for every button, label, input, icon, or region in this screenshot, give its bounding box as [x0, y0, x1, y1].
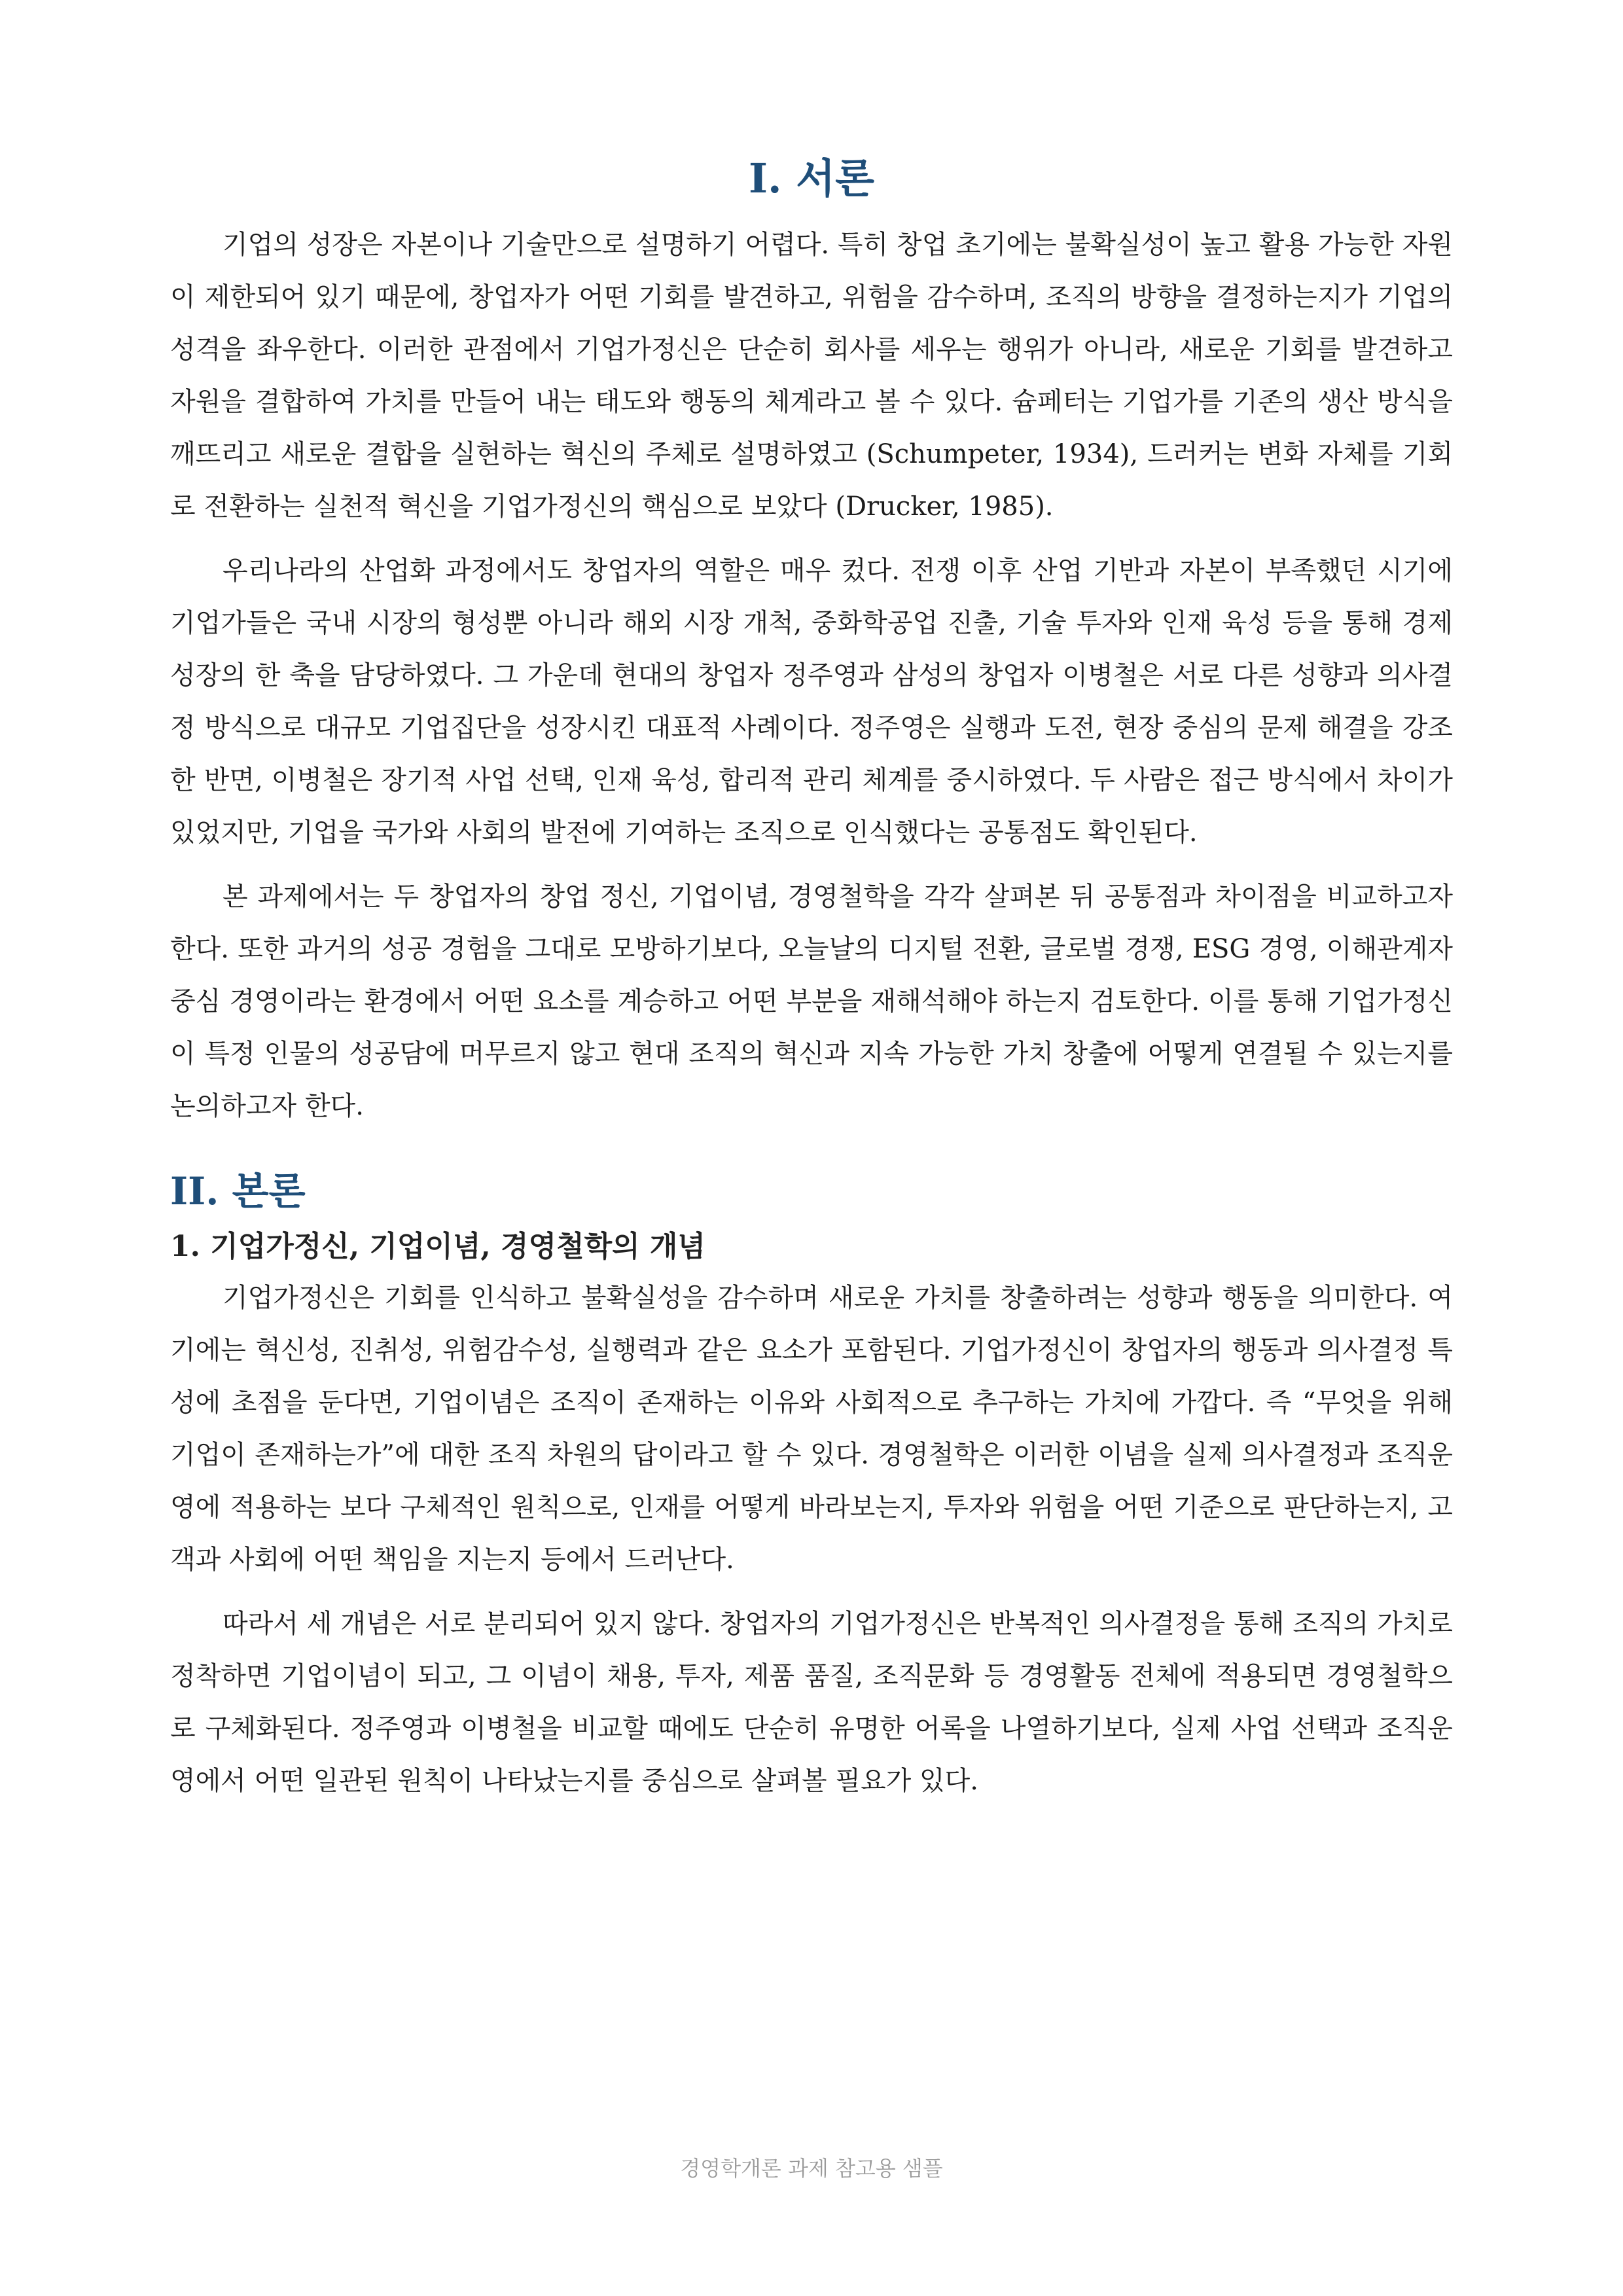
intro-paragraph-1: 기업의 성장은 자본이나 기술만으로 설명하기 어렵다. 특히 창업 초기에는 불확실성이 높고 활용 가능한 자원이 제한되어 있기 때문에, 창업자가 어떤 기회를 발견하고, 위험을 감수하며, 조직의 방향을 결정하는지가 기업의 성격을 좌우한다. 이러한 관점에서 기업가정신은 단순히 회사를 세우는 행위가 아니라, 새로운 기회를 발견하고 자원을 결합하여 가치를 만들어 내는 태도와 행동의 체계라고 볼 수 있다. 슘페터는 기업가를 기존의 생산 방식을 깨뜨리고 새로운 결합을 실현하는 혁신의 주체로 설명하였고 (Schumpeter, 1934), 드러커는 변화 자체를 기회로 전환하는 실천적 혁신을 기업가정신의 핵심으로 보았다 (Drucker, 1985).: [170, 230, 1453, 522]
body-heading: II. 본론: [170, 1169, 306, 1214]
page-footer: 경영학개론 과제 참고용 샘플: [680, 2156, 943, 2181]
intro-paragraph-2: 우리나라의 산업화 과정에서도 창업자의 역할은 매우 컸다. 전쟁 이후 산업 기반과 자본이 부족했던 시기에 기업가들은 국내 시장의 형성뿐 아니라 해외 시장 개척, 중화학공업 진출, 기술 투자와 인재 육성 등을 통해 경제 성장의 한 축을 담당하였다. 그 가운데 현대의 창업자 정주영과 삼성의 창업자 이병철은 서로 다른 성향과 의사결정 방식으로 대규모 기업집단을 성장시킨 대표적 사례이다. 정주영은 실행과 도전, 현장 중심의 문제 해결을 강조한 반면, 이병철은 장기적 사업 선택, 인재 육성, 합리적 관리 체계를 중시하였다. 두 사람은 접근 방식에서 차이가 있었지만, 기업을 국가와 사회의 발전에 기여하는 조직으로 인식했다는 공통점도 확인된다.: [170, 556, 1453, 848]
document-content: [170, 131, 1453, 1819]
intro-paragraph-3: 본 과제에서는 두 창업자의 창업 정신, 기업이념, 경영철학을 각각 살펴본 뒤 공통점과 차이점을 비교하고자 한다. 또한 과거의 성공 경험을 그대로 모방하기보다, 오늘날의 디지털 전환, 글로벌 경쟁, ESG 경영, 이해관계자 중심 경영이라는 환경에서 어떤 요소를 계승하고 어떤 부분을 재해석해야 하는지 검토한다. 이를 통해 기업가정신이 특정 인물의 성공담에 머무르지 않고 현대 조직의 혁신과 지속 가능한 가치 창출에 어떻게 연결될 수 있는지를 논의하고자 한다.: [170, 882, 1453, 1122]
subsection-1-paragraph-2: 따라서 세 개념은 서로 분리되어 있지 않다. 창업자의 기업가정신은 반복적인 의사결정을 통해 조직의 가치로 정착하면 기업이념이 되고, 그 이념이 채용, 투자, 제품 품질, 조직문화 등 경영활동 전체에 적용되면 경영철학으로 구체화된다. 정주영과 이병철을 비교할 때에도 단순히 유명한 어록을 나열하기보다, 실제 사업 선택과 조직운영에서 어떤 일관된 원칙이 나타났는지를 중심으로 살펴볼 필요가 있다.: [170, 1609, 1453, 1797]
subsection-1-heading: 1. 기업가정신, 기업이념, 경영철학의 개념: [170, 1229, 705, 1263]
intro-heading: I. 서론: [749, 154, 874, 202]
subsection-1-paragraph-1: 기업가정신은 기회를 인식하고 불확실성을 감수하며 새로운 가치를 창출하려는 성향과 행동을 의미한다. 여기에는 혁신성, 진취성, 위험감수성, 실행력과 같은 요소가 포함된다. 기업가정신이 창업자의 행동과 의사결정 특성에 초점을 둔다면, 기업이념은 조직이 존재하는 이유와 사회적으로 추구하는 가치에 가깝다. 즉 “무엇을 위해 기업이 존재하는가”에 대한 조직 차원의 답이라고 할 수 있다. 경영철학은 이러한 이념을 실제 의사결정과 조직운영에 적용하는 보다 구체적인 원칙으로, 인재를 어떻게 바라보는지, 투자와 위험을 어떤 기준으로 판단하는지, 고객과 사회에 어떤 책임을 지는지 등에서 드러난다.: [170, 1283, 1453, 1575]
